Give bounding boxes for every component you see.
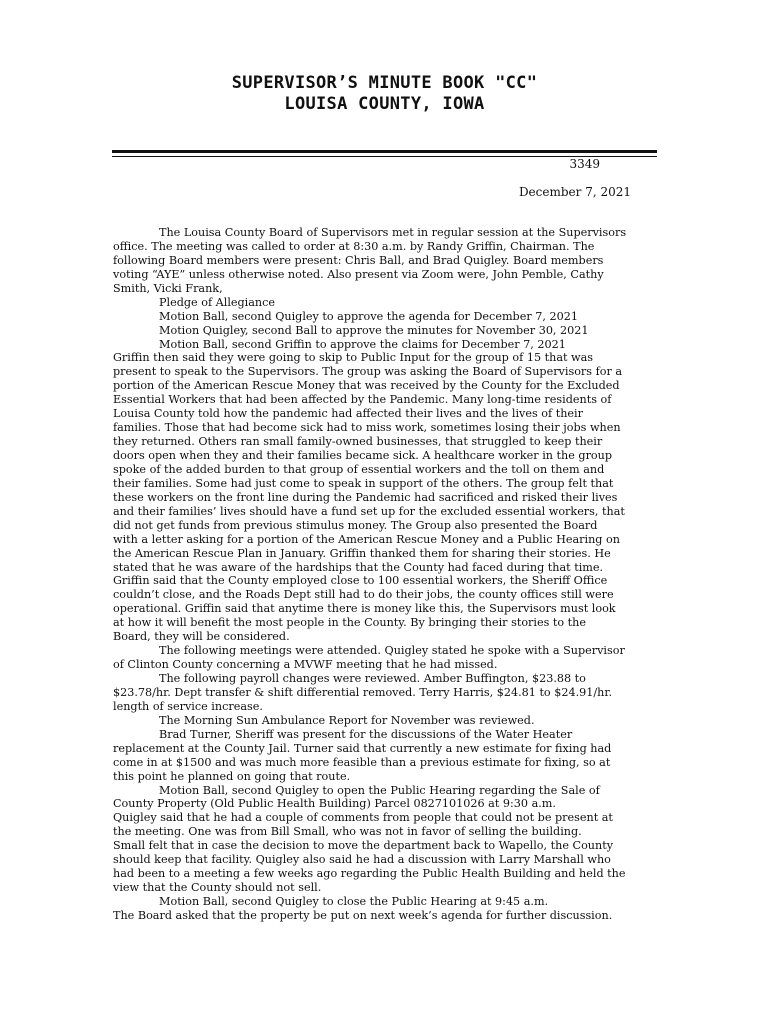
text-line: Motion Ball, second Quigley to approve the agenda for December 7, 2021 (159, 309, 578, 323)
text-line: The following meetings were attended. Quigley stated he spoke with a Supervisor (159, 644, 625, 658)
text-line: had been to a meeting a few weeks ago regarding the Public Health Building and held the (113, 867, 626, 881)
text-line: they returned. Others ran small family-owned businesses, that struggled to keep their (113, 435, 603, 449)
text-line: Motion Ball, second Quigley to close the Public Hearing at 9:45 a.m. (159, 895, 549, 908)
text-line: office. The meeting was called to order at 8:30 a.m. by Randy Griffin, Chairman. The (113, 239, 595, 253)
text-line: County Property (Old Public Health Building) Parcel 0827101026 at 9:30 a.m. (113, 797, 556, 811)
text-line: the meeting. One was from Bill Small, who was not in favor of selling the building. (113, 825, 582, 839)
text-line: Quigley said that he had a couple of comments from people that could not be present at (113, 811, 613, 825)
text-line: Griffin then said they were going to skip to Public Input for the group of 15 that was (113, 351, 594, 365)
title-line-2: LOUISA COUNTY, IOWA (284, 94, 485, 114)
text-line: come in at $1500 and was much more feasible than a previous estimate for fixing, so at (113, 755, 611, 769)
text-line: voting “AYE” unless otherwise noted. Also present via Zoom were, John Pemble, Cathy (113, 267, 604, 281)
text-line: Board, they will be considered. (113, 630, 290, 644)
title-line-1: SUPERVISOR’S MINUTE BOOK "CC" (231, 73, 538, 93)
text-line: present to speak to the Supervisors. The group was asking the Board of Supervisors for a (113, 365, 623, 379)
meeting-date: December 7, 2021 (518, 185, 631, 199)
text-line: The Morning Sun Ambulance Report for November was reviewed. (159, 713, 535, 727)
text-line: Louisa County told how the pandemic had affected their lives and the lives of their (113, 407, 583, 421)
text-line: should keep that facility. Quigley also said he had a discussion with Larry Marshall who (113, 853, 611, 867)
text-line: Motion Ball, second Quigley to open the Public Hearing regarding the Sale of (159, 783, 600, 797)
text-line: and their families’ lives should have a fund set up for the excluded essential workers, that (113, 504, 625, 518)
text-line: Smith, Vicki Frank, (113, 281, 223, 295)
text-line: of Clinton County concerning a MVWF meeting that he had missed. (113, 658, 498, 672)
text-line: couldn’t close, and the Roads Dept still had to do their jobs, the county offices still were (113, 588, 614, 602)
text-line: replacement at the County Jail. Turner said that currently a new estimate for fixing had (113, 741, 612, 755)
text-line: The Board asked that the property be put on next week’s agenda for further discussion. (113, 908, 613, 922)
page-number: 3349 (569, 157, 600, 171)
text-line: spoke of the added burden to that group of essential workers and the toll on them and (113, 462, 605, 476)
text-line: Essential Workers that had been affected by the Pandemic. Many long-time residents of (113, 393, 612, 407)
text-line: Motion Quigley, second Ball to approve the minutes for November 30, 2021 (159, 323, 589, 337)
text-line: doors open when they and their families became sick. A healthcare worker in the group (113, 449, 613, 462)
text-line: The Louisa County Board of Supervisors met in regular session at the Supervisors (159, 226, 627, 239)
text-line: Pledge of Allegiance (159, 295, 276, 309)
document-title (112, 73, 657, 115)
text-line: stated that he was aware of the hardships that the County had faced during that time. (113, 560, 604, 574)
text-line: Griffin said that the County employed close to 100 essential workers, the Sheriff Office (113, 574, 608, 588)
text-line: length of service increase. (113, 699, 263, 713)
text-line: operational. Griffin said that anytime there is money like this, the Supervisors must look (113, 602, 616, 616)
header-rule-thick (112, 150, 657, 153)
text-line: the American Rescue Plan in January. Griffin thanked them for sharing their stories. He (113, 546, 611, 560)
text-line: following Board members were present: Chris Ball, and Brad Quigley. Board members (113, 253, 604, 267)
text-line: $23.78/hr. Dept transfer & shift differential removed. Terry Harris, $24.81 to $24.91/hr. (113, 685, 613, 699)
text-line: at how it will benefit the most people in the County. By bringing their stories to the (113, 616, 587, 630)
text-line: families. Those that had become sick had to miss work, sometimes losing their jobs when (113, 421, 621, 435)
text-line: Brad Turner, Sheriff was present for the discussions of the Water Heater (159, 727, 573, 741)
text-line: these workers on the front line during the Pandemic had sacrificed and risked their lives (113, 490, 618, 504)
text-line: portion of the American Rescue Money that was received by the County for the Excluded (113, 379, 620, 393)
text-line: view that the County should not sell. (113, 881, 322, 895)
text-line: did not get funds from previous stimulus money. The Group also presented the Board (113, 518, 598, 532)
minutes-body (113, 226, 657, 923)
text-line: Small felt that in case the decision to move the department back to Wapello, the County (113, 839, 614, 853)
text-line: this point he planned on going that route. (113, 769, 351, 783)
text-line: Motion Ball, second Griffin to approve the claims for December 7, 2021 (159, 337, 566, 351)
text-line: The following payroll changes were reviewed. Amber Buffington, $23.88 to (159, 672, 586, 685)
text-line: with a letter asking for a portion of the American Rescue Money and a Public Hearing on (113, 532, 620, 546)
text-line: their families. Some had just come to speak in support of the others. The group felt that (113, 476, 614, 490)
